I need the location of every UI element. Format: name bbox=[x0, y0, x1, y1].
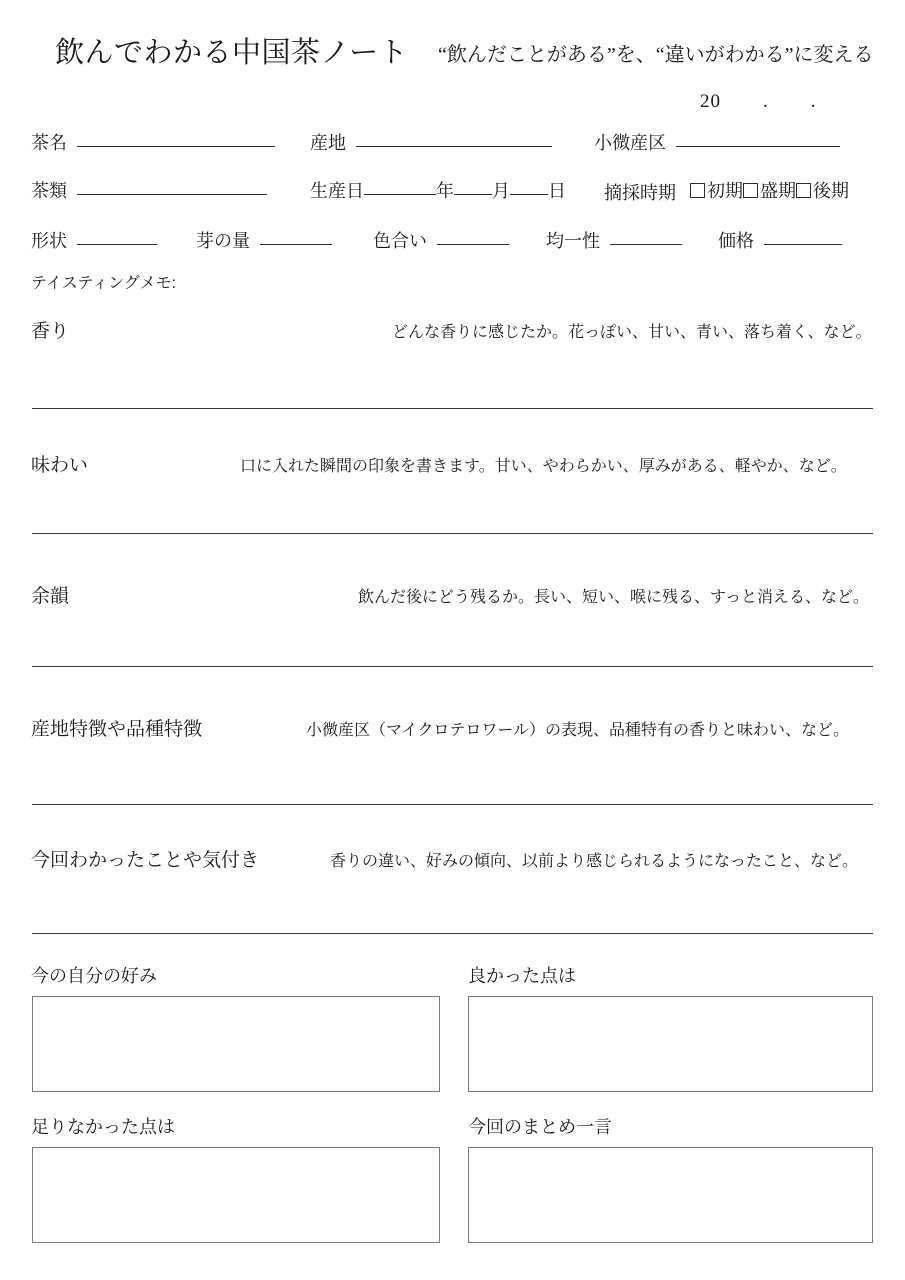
field-tea-type-label: 茶類 bbox=[31, 181, 67, 201]
document-header bbox=[0, 33, 905, 73]
harvest-option-early[interactable] bbox=[690, 178, 743, 204]
field-microregion-input[interactable] bbox=[676, 146, 840, 147]
tasting-section-taste-label: 味わい bbox=[31, 455, 89, 476]
field-uniformity[interactable] bbox=[546, 228, 682, 254]
checkbox-icon[interactable] bbox=[690, 183, 705, 198]
date-century-prefix: 20 bbox=[700, 91, 721, 112]
production-year-unit: 年 bbox=[436, 181, 454, 201]
summary-box-preference-label: 今の自分の好み bbox=[31, 966, 157, 986]
date-dot-2: . bbox=[810, 91, 817, 112]
field-tea-name-input[interactable] bbox=[77, 146, 275, 147]
date-stamp[interactable] bbox=[700, 90, 817, 114]
summary-box-preference-input[interactable] bbox=[32, 996, 440, 1092]
production-month-input[interactable] bbox=[454, 194, 492, 195]
tasting-section-taste-writing-area[interactable] bbox=[32, 533, 873, 534]
field-origin[interactable] bbox=[310, 130, 552, 156]
field-uniformity-input[interactable] bbox=[610, 244, 682, 245]
tasting-memo-heading: テイスティングメモ: bbox=[31, 275, 177, 292]
tasting-section-aroma-label: 香り bbox=[31, 321, 70, 342]
field-color[interactable] bbox=[373, 228, 509, 254]
tasting-section-aftertaste-hint: 飲んだ後にどう残るか。長い、短い、喉に残る、すっと消える、など。 bbox=[358, 589, 870, 606]
tasting-section-aroma-writing-area[interactable] bbox=[32, 408, 873, 409]
checkbox-icon[interactable] bbox=[796, 183, 811, 198]
field-bud-amount-label: 芽の量 bbox=[196, 231, 250, 251]
page-subtitle: “飲んだことがある”を、“違いがわかる”に変える bbox=[438, 44, 874, 66]
field-microregion[interactable] bbox=[594, 130, 840, 156]
summary-box-conclusion-label: 今回のまとめ一言 bbox=[468, 1117, 612, 1137]
field-shape[interactable] bbox=[31, 228, 157, 254]
tasting-section-aftertaste-label: 余韻 bbox=[31, 586, 70, 607]
field-harvest-period-label: 摘採時期 bbox=[604, 182, 676, 203]
tasting-section-aroma-hint: どんな香りに感じたか。花っぽい、甘い、青い、落ち着く、など。 bbox=[392, 324, 872, 341]
field-color-label: 色合い bbox=[373, 231, 427, 251]
field-microregion-label: 小微産区 bbox=[594, 133, 666, 153]
harvest-option-late[interactable] bbox=[796, 178, 849, 204]
summary-box-missing-points-input[interactable] bbox=[32, 1147, 440, 1243]
tasting-section-aftertaste-writing-area[interactable] bbox=[32, 666, 873, 667]
summary-box-good-points-input[interactable] bbox=[468, 996, 873, 1092]
tasting-section-insights-writing-area[interactable] bbox=[32, 933, 873, 934]
field-tea-name[interactable] bbox=[31, 130, 275, 156]
tasting-section-terroir-label: 産地特徴や品種特徴 bbox=[31, 719, 203, 740]
field-price-label: 価格 bbox=[718, 231, 754, 251]
page-title: 飲んでわかる中国茶ノート bbox=[55, 37, 409, 69]
field-price[interactable] bbox=[718, 228, 842, 254]
harvest-option-peak[interactable] bbox=[743, 178, 796, 204]
tasting-section-insights-label: 今回わかったことや気付き bbox=[31, 850, 260, 871]
field-harvest-period bbox=[604, 178, 849, 206]
harvest-option-late-label: 後期 bbox=[813, 181, 849, 201]
tasting-section-insights-hint: 香りの違い、好みの傾向、以前より感じられるようになったこと、など。 bbox=[330, 853, 859, 870]
harvest-period-options bbox=[690, 178, 849, 204]
field-tea-type[interactable] bbox=[31, 178, 267, 204]
field-shape-input[interactable] bbox=[77, 244, 157, 245]
production-day-input[interactable] bbox=[510, 194, 548, 195]
summary-box-missing-points-label: 足りなかった点は bbox=[31, 1117, 175, 1137]
tasting-section-terroir-writing-area[interactable] bbox=[32, 804, 873, 805]
field-production-date-label: 生産日 bbox=[310, 181, 364, 201]
field-production-date[interactable] bbox=[310, 178, 566, 204]
date-dot-1: . bbox=[763, 91, 769, 112]
summary-box-good-points-label: 良かった点は bbox=[468, 966, 576, 986]
tasting-section-taste-hint: 口に入れた瞬間の印象を書きます。甘い、やわらかい、厚みがある、軽やか、など。 bbox=[240, 458, 847, 475]
field-origin-input[interactable] bbox=[356, 146, 552, 147]
summary-box-conclusion-input[interactable] bbox=[468, 1147, 873, 1243]
field-bud-amount[interactable] bbox=[196, 228, 332, 254]
field-uniformity-label: 均一性 bbox=[546, 231, 600, 251]
field-color-input[interactable] bbox=[437, 244, 509, 245]
field-tea-name-label: 茶名 bbox=[31, 133, 67, 153]
field-bud-amount-input[interactable] bbox=[260, 244, 332, 245]
production-day-unit: 日 bbox=[548, 181, 566, 201]
field-shape-label: 形状 bbox=[31, 231, 67, 251]
checkbox-icon[interactable] bbox=[743, 183, 758, 198]
field-origin-label: 産地 bbox=[310, 133, 346, 153]
production-year-input[interactable] bbox=[364, 194, 436, 195]
harvest-option-early-label: 初期 bbox=[707, 181, 743, 201]
production-month-unit: 月 bbox=[492, 181, 510, 201]
field-price-input[interactable] bbox=[764, 244, 842, 245]
harvest-option-peak-label: 盛期 bbox=[760, 181, 796, 201]
field-tea-type-input[interactable] bbox=[77, 194, 267, 195]
tasting-section-terroir-hint: 小微産区（マイクロテロワール）の表現、品種特有の香りと味わい、など。 bbox=[306, 722, 850, 739]
